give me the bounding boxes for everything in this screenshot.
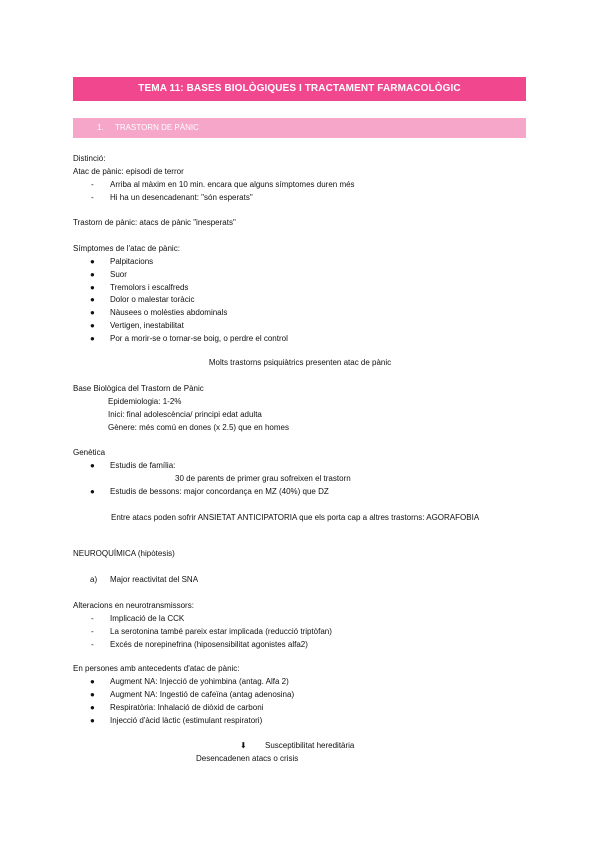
persones-item: Augment NA: Injecció de yohimbina (antag. Alfa 2) xyxy=(110,677,289,686)
alteracions-heading: Alteracions en neurotransmissors: xyxy=(73,601,194,610)
simptoma-item: Por a morir-se o tornar-se boig, o perdre el control xyxy=(110,334,288,343)
simptomes-note: Molts trastorns psiquiàtrics presenten atac de pànic xyxy=(208,358,392,367)
dash-marker: - xyxy=(91,180,94,189)
persones-item: Augment NA: Ingestió de cafeïna (antag adenosina) xyxy=(110,690,295,699)
simptoma-item: Suor xyxy=(110,270,127,279)
simptoma-item: Tremolors i escalfreds xyxy=(110,283,189,292)
persones-item: Respiratòria: Inhalació de diòxid de carboni xyxy=(110,703,264,712)
bullet-marker: ● xyxy=(90,690,95,699)
bullet-marker: ● xyxy=(90,308,95,317)
trastorn-definition: Trastorn de pànic: atacs de pànic "inesperats" xyxy=(73,218,236,227)
dash-marker: - xyxy=(91,640,94,649)
base-line: Epidemiologia: 1-2% xyxy=(108,397,182,406)
atac-definition: Atac de pànic: episodi de terror xyxy=(73,167,184,176)
title-bar xyxy=(73,77,526,101)
genetica-item: Estudis de bessons: major concordança en MZ (40%) que DZ xyxy=(110,487,329,496)
persones-item: Injecció d'àcid làctic (estimulant respiratori) xyxy=(110,716,263,725)
simptoma-item: Palpitacions xyxy=(110,257,154,266)
footer-line: Desencadenen atacs o crisis xyxy=(196,754,299,763)
bullet-marker: ● xyxy=(90,295,95,304)
section-label: TRASTORN DE PÀNIC xyxy=(115,123,199,132)
genetica-item: Estudis de família: xyxy=(110,461,176,470)
dash-marker: - xyxy=(91,614,94,623)
simptoma-item: Dolor o malestar toràcic xyxy=(110,295,195,304)
bullet-marker: ● xyxy=(90,270,95,279)
bullet-marker: ● xyxy=(90,487,95,496)
alteracio-item: Excés de norepinefrina (hiposensibilitat agonistes alfa2) xyxy=(110,640,308,649)
atac-item: Hi ha un desencadenant: "són esperats" xyxy=(110,193,253,202)
bullet-marker: ● xyxy=(90,703,95,712)
bullet-marker: ● xyxy=(90,461,95,470)
alteracio-item: Implicació de la CCK xyxy=(110,614,185,623)
base-heading: Base Biològica del Trastorn de Pànic xyxy=(73,384,204,393)
base-line: Gènere: més comú en dones (x 2.5) que en homes xyxy=(108,423,289,432)
genetica-subitem: 30 de parents de primer grau sofreixen el trastorn xyxy=(175,474,351,483)
bullet-marker: ● xyxy=(90,283,95,292)
bullet-marker: ● xyxy=(90,677,95,686)
bullet-marker: ● xyxy=(90,716,95,725)
persones-heading: En persones amb antecedents d'atac de pànic: xyxy=(73,664,240,673)
neuroquimica-heading: NEUROQUÍMICA (hipòtesis) xyxy=(73,549,175,558)
simptoma-item: Vertigen, inestabilitat xyxy=(110,321,184,330)
base-line: Inici: final adolescència/ principi edat adulta xyxy=(108,410,262,419)
footer-line: Susceptibilitat hereditària xyxy=(265,741,355,750)
dash-marker: - xyxy=(91,627,94,636)
bullet-marker: ● xyxy=(90,257,95,266)
down-arrow-icon: ⬇ xyxy=(240,741,247,750)
neuroquimica-item: Major reactivitat del SNA xyxy=(110,575,199,584)
section-bar xyxy=(73,118,526,138)
bullet-marker: ● xyxy=(90,321,95,330)
distincio-heading: Distinció: xyxy=(73,154,106,163)
genetica-note: Entre atacs poden sofrir ANSIETAT ANTICIPATORIA que els porta cap a altres trastorns: AGORAFOBIA xyxy=(111,513,480,522)
simptomes-heading: Símptomes de l'atac de pànic: xyxy=(73,244,180,253)
bullet-marker: ● xyxy=(90,334,95,343)
genetica-heading: Genètica xyxy=(73,448,106,457)
atac-item: Arriba al màxim en 10 min. encara que alguns símptomes duren més xyxy=(110,180,355,189)
section-number: 1. xyxy=(97,123,104,132)
page-title: TEMA 11: BASES BIOLÒGIQUES I TRACTAMENT FARMACOLÒGIC xyxy=(138,83,461,94)
simptoma-item: Nàusees o molèsties abdominals xyxy=(110,308,228,317)
list-letter-marker: a) xyxy=(90,575,98,584)
dash-marker: - xyxy=(91,193,94,202)
alteracio-item: La serotonina també pareix estar implicada (reducció triptòfan) xyxy=(110,627,332,636)
